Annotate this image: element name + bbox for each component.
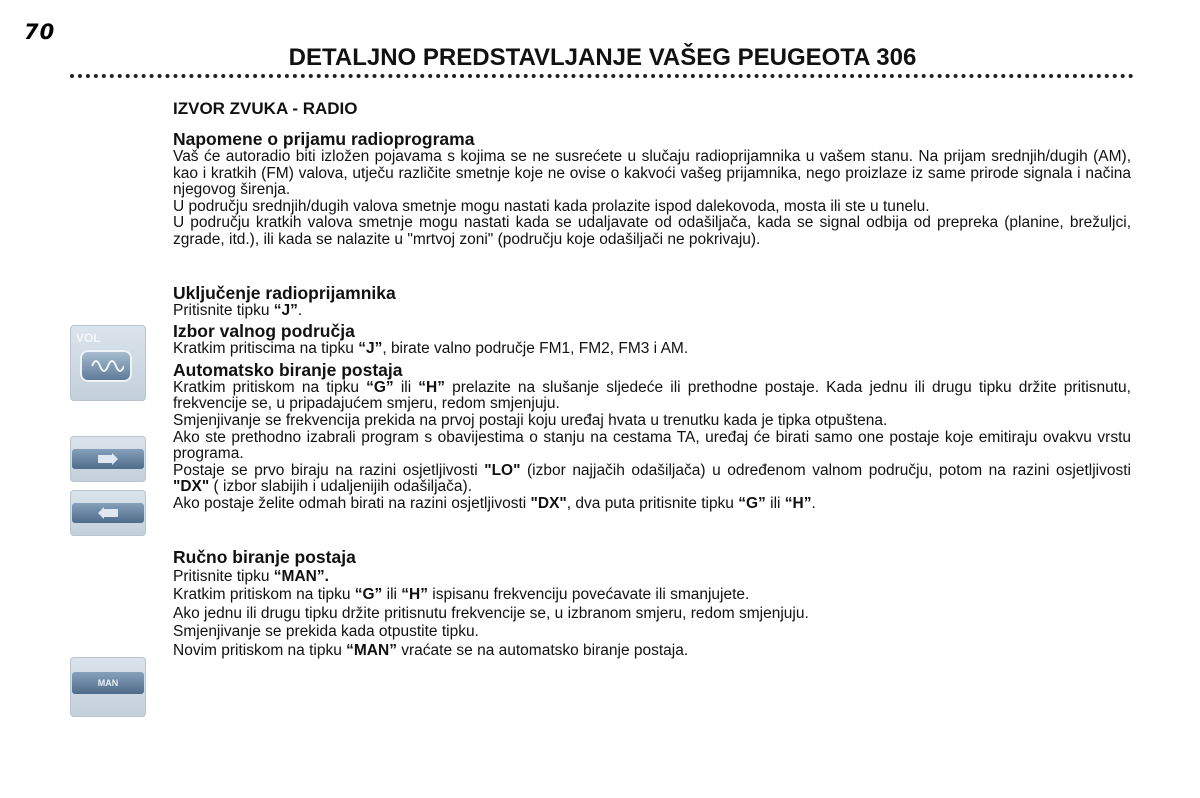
key-label: "DX": [173, 478, 210, 496]
vol-button-illustration: [70, 325, 146, 401]
reception-heading: Napomene o prijamu radioprograma: [173, 129, 475, 149]
page-title: DETALJNO PREDSTAVLJANJE VAŠEG PEUGEOTA 306: [288, 44, 917, 71]
power-on-heading: Uključenje radioprijamnika: [173, 282, 396, 303]
band-heading: Izbor valnog područja: [173, 321, 355, 342]
manual-paragraph-2: Kratkim pritiskom na tipku “G” ili “H” ispisanu frekvenciju povećavate ili smanjujete.: [173, 586, 750, 604]
key-label: “H”: [418, 378, 445, 396]
power-on-text: Pritisnite tipku “J”.: [173, 301, 303, 319]
vol-label: VOL: [76, 331, 101, 345]
key-label: “H”: [784, 494, 812, 512]
key-label: “MAN”.: [273, 567, 329, 585]
seek-key-g: [72, 449, 144, 469]
key-label: “J”: [273, 301, 298, 319]
key-label: “G”: [354, 586, 383, 604]
manual-paragraph-5: Novim pritiskom na tipku “MAN” vraćate se na automatsko biranje postaja.: [173, 641, 689, 659]
auto-seek-heading: Automatsko biranje postaja: [173, 359, 403, 380]
auto-seek-paragraph-4: Postaje se prvo biraju na razini osjetljivosti "LO" (izbor najjačih odašiljača) u određenom valnom području, potom na razini osjetljivosti "DX" ( izbor slabijih i udaljenijih odašiljača).: [173, 461, 1131, 496]
key-label: “J”: [358, 340, 383, 358]
wave-icon: [90, 356, 124, 376]
seek-forward-button-illustration: [70, 436, 146, 482]
reception-paragraph-3: U području kratkih valova smetnje mogu nastati kada se udaljavate od odašiljača, kada se signal odbija od prepreka (planine, brežuljci, zgrade, itd.), ili kada se nalazite u "mrtvoj zoni" (području koje odašiljači ne pokrivaju).: [173, 214, 1131, 248]
man-key: MAN: [72, 672, 144, 694]
auto-seek-paragraph-1: Kratkim pritiskom na tipku “G” ili “H” prelazite na slušanje sljedeće ili prethodne postaje. Kada jednu ili drugu tipku držite pritisnutu, frekvencije se, u pripadajućem smjeru, redom smjenjuju.: [173, 378, 1131, 413]
band-text: Kratkim pritiscima na tipku “J”, birate valno područje FM1, FM2, FM3 i AM.: [173, 340, 689, 358]
manual-paragraph-4: Smjenjivanje se prekida kada otpustite tipku.: [173, 623, 479, 641]
page-content: [173, 99, 1131, 659]
reception-paragraph-2: U području srednjih/dugih valova smetnje mogu nastati kada prolazite ispod dalekovoda, mosta ili ste u tunelu.: [173, 197, 930, 215]
key-label: “MAN”: [346, 641, 397, 659]
manual-paragraph-1: Pritisnite tipku “MAN”.: [173, 567, 329, 585]
seek-key-h: [72, 503, 144, 523]
dotted-divider: [70, 74, 1134, 78]
manual-paragraph-3: Ako jednu ili drugu tipku držite pritisnutu frekvencije se, u izbranom smjeru, redom smjenjuju.: [173, 604, 809, 622]
section-title: IZVOR ZVUKA - RADIO: [173, 99, 358, 118]
page-number: 70: [24, 20, 56, 44]
key-label: “H”: [401, 586, 428, 604]
seek-back-button-illustration: [70, 490, 146, 536]
reception-paragraph-1: Vaš će autoradio biti izložen pojavama s kojima se ne susrećete u slučaju radioprijamnika u vašem stanu. Na prijam srednjih/dugih (AM), kao i kratkih (FM) valova, utječu različite smetnje koje ne ovise o kakvoći vašeg prijamnika, nego proizlaze iz same prirode signala i načina njegovog širenja.: [173, 148, 1131, 199]
arrow-left-icon: [98, 507, 118, 519]
arrow-right-icon: [98, 453, 118, 465]
band-key-j: [80, 350, 132, 382]
key-label: “G”: [366, 378, 394, 396]
man-button-illustration: [70, 657, 146, 717]
auto-seek-paragraph-5: Ako postaje želite odmah birati na razini osjetljivosti "DX", dva puta pritisnite tipku “G” ili “H”.: [173, 494, 816, 512]
auto-seek-paragraph-2: Smjenjivanje se frekvencija prekida na prvoj postaji koju uređaj hvata u trenutku kada je tipka otpuštena.: [173, 411, 888, 429]
key-label: “G”: [738, 494, 766, 512]
key-label: "DX": [530, 494, 567, 512]
key-label: "LO": [484, 461, 521, 479]
auto-seek-paragraph-3: Ako ste prethodno izabrali program s obavijestima o stanju na cestama TA, uređaj će birati samo one postaje koje emitiraju ovakvu vrstu programa.: [173, 428, 1131, 463]
manual-heading: Ručno biranje postaja: [173, 546, 356, 567]
